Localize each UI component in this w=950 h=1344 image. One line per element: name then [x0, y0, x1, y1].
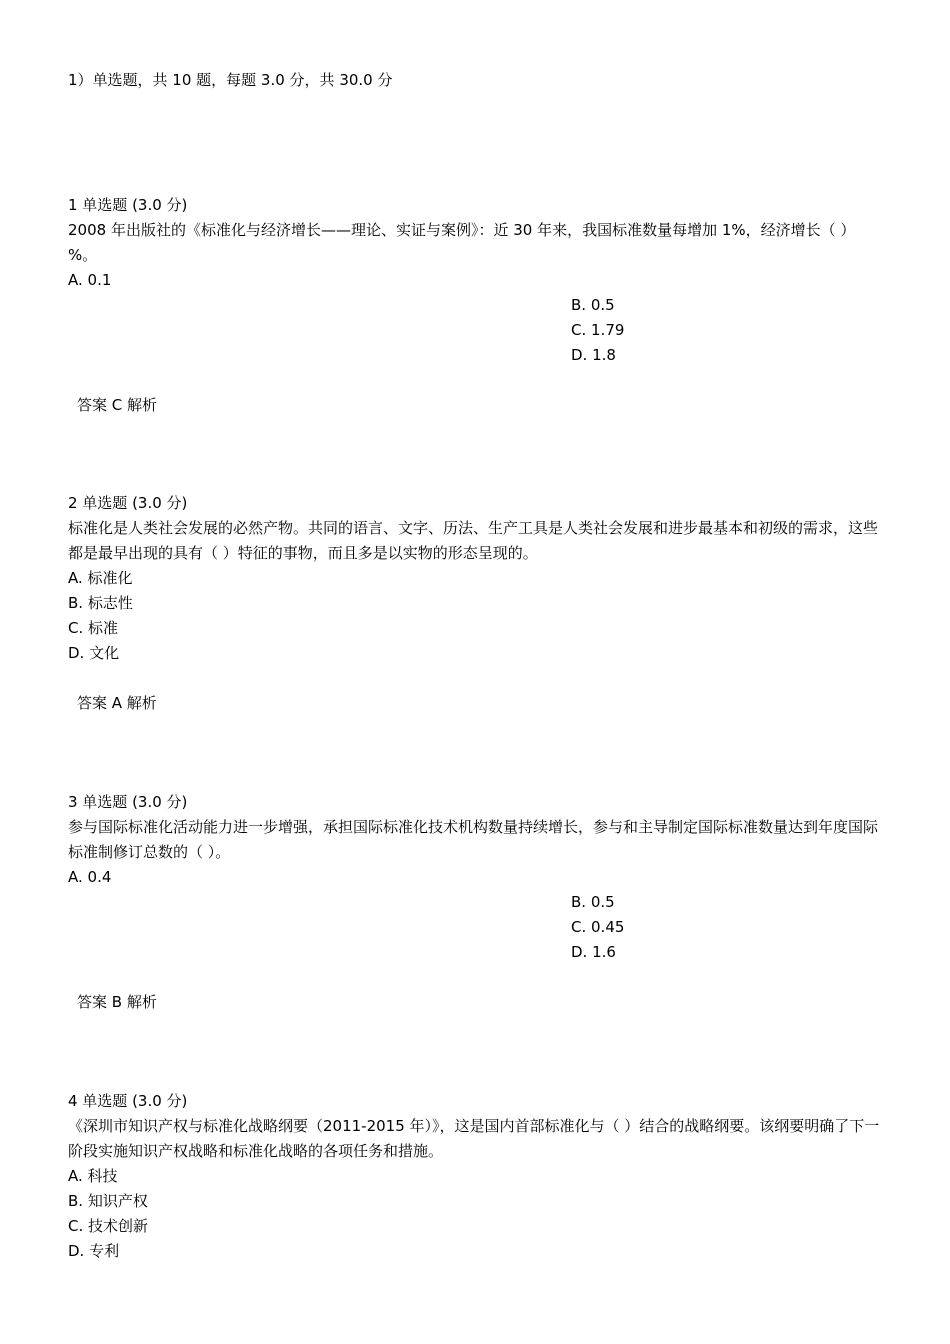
option-b: B. 标志性 — [68, 594, 133, 612]
option-c: C. 标准 — [68, 619, 119, 637]
question-title: 1 单选题 (3.0 分) — [68, 196, 188, 214]
option-d: D. 1.8 — [571, 346, 616, 364]
question-2 — [68, 491, 884, 716]
question-stem: 参与国际标准化活动能力进一步增强，承担国际标准化技术机构数量持续增长，参与和主导制定国际标准数量达到年度国际标准制修订总数的（ ）。 — [68, 818, 879, 861]
question-title: 2 单选题 (3.0 分) — [68, 494, 188, 512]
option-b: B. 知识产权 — [68, 1192, 148, 1210]
answer-line: 答案 B 解析 — [77, 993, 157, 1011]
answer-line: 答案 A 解析 — [77, 694, 157, 712]
option-d: D. 专利 — [68, 1242, 120, 1260]
option-c: C. 技术创新 — [68, 1217, 149, 1235]
option-c: C. 0.45 — [571, 918, 625, 936]
question-stem: 2008 年出版社的《标准化与经济增长——理论、实证与案例》：近 30 年来，我国标准数量每增加 1%，经济增长（ ）%。 — [68, 221, 856, 264]
question-3 — [68, 790, 884, 1015]
option-d: D. 1.6 — [571, 943, 616, 961]
option-a: A. 0.4 — [68, 868, 112, 886]
option-a: A. 0.1 — [68, 271, 112, 289]
section-header: 1）单选题，共 10 题，每题 3.0 分，共 30.0 分 — [68, 71, 393, 89]
answer-line: 答案 C 解析 — [77, 396, 158, 414]
option-a: A. 标准化 — [68, 569, 133, 587]
question-4 — [68, 1089, 884, 1264]
question-title: 4 单选题 (3.0 分) — [68, 1092, 188, 1110]
option-b: B. 0.5 — [571, 893, 615, 911]
question-1 — [68, 193, 884, 418]
option-a: A. 科技 — [68, 1167, 118, 1185]
question-stem: 《深圳市知识产权与标准化战略纲要（2011-2015 年）》，这是国内首部标准化与（ ）结合的战略纲要。该纲要明确了下一阶段实施知识产权战略和标准化战略的各项任务和措施。 — [68, 1117, 880, 1160]
question-title: 3 单选题 (3.0 分) — [68, 793, 188, 811]
option-d: D. 文化 — [68, 644, 120, 662]
question-stem: 标准化是人类社会发展的必然产物。共同的语言、文字、历法、生产工具是人类社会发展和进步最基本和初级的需求，这些都是最早出现的具有（ ）特征的事物，而且多是以实物的形态呈现的。 — [68, 519, 879, 562]
option-c: C. 1.79 — [571, 321, 625, 339]
option-b: B. 0.5 — [571, 296, 615, 314]
